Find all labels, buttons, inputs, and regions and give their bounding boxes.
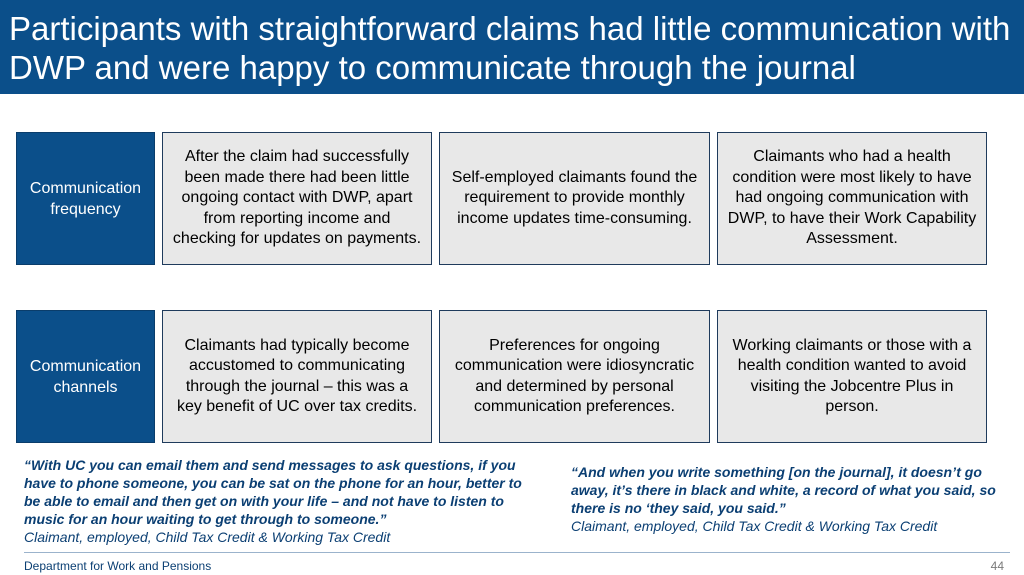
finding-card: Self-employed claimants found the requirement to provide monthly income updates time-consuming.	[439, 132, 710, 265]
quote-attribution: Claimant, employed, Child Tax Credit & Working Tax Credit	[24, 529, 391, 545]
page-number: 44	[990, 559, 1004, 573]
participant-quote-right	[571, 463, 1001, 535]
slide-header	[0, 0, 1024, 94]
finding-card: Working claimants or those with a health condition wanted to avoid visiting the Jobcentre Plus in person.	[717, 310, 987, 443]
quote-text: “With UC you can email them and send messages to ask questions, if you have to phone someone, you can be sat on the phone for an hour, better to be able to email and then get on with your life – and not have to listen to music for an hour waiting to get through to someone.”	[24, 457, 522, 527]
finding-card: Preferences for ongoing communication were idiosyncratic and determined by personal communication preferences.	[439, 310, 710, 443]
quote-text: “And when you write something [on the journal], it doesn’t go away, it’s there in black and white, a record of what you said, so there is no ‘they said, you said.”	[571, 464, 996, 516]
finding-card: Claimants had typically become accustomed to communicating through the journal – this was a key benefit of UC over tax credits.	[162, 310, 432, 443]
finding-card: Claimants who had a health condition were most likely to have had ongoing communication with DWP, to have their Work Capability Assessment.	[717, 132, 987, 265]
participant-quote-left	[24, 456, 534, 546]
row-label-communication-channels: Communication channels	[16, 310, 155, 443]
quote-attribution: Claimant, employed, Child Tax Credit & Working Tax Credit	[571, 518, 938, 534]
footer-organisation: Department for Work and Pensions	[24, 559, 212, 573]
finding-card: After the claim had successfully been made there had been little ongoing contact with DWP, apart from reporting income and checking for updates on payments.	[162, 132, 432, 265]
footer-divider	[24, 552, 1010, 553]
slide-title: Participants with straightforward claims had little communication with DWP and were happy to communicate through the journal	[9, 10, 1011, 86]
row-label-communication-frequency: Communication frequency	[16, 132, 155, 265]
